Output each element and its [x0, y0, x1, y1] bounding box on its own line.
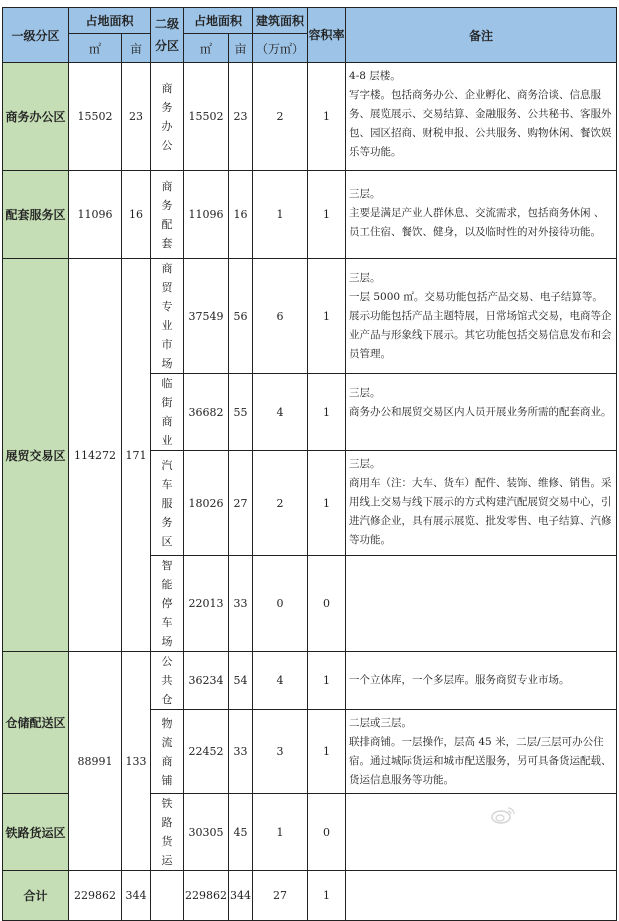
- zone-area-m2: 15502: [69, 63, 122, 171]
- note: [346, 794, 617, 871]
- note: 三层。 主要是满足产业人群休息、交流需求，包括商务休闲 、员工住宿、餐饮、健身，以及临时性的对外接待功能。: [346, 171, 617, 259]
- header-level2: 二级分区: [151, 8, 184, 63]
- sub-area-mu: 45: [229, 794, 253, 871]
- level2-zone: 商务配套: [151, 171, 184, 259]
- sub-area-mu: 23: [229, 63, 253, 171]
- far-value: 1: [308, 374, 346, 451]
- zone-area-m2: 88991: [69, 652, 122, 871]
- total-note-empty: [346, 871, 617, 921]
- sub-area-mu: 55: [229, 374, 253, 451]
- header-building-area: 建筑面积: [253, 8, 308, 34]
- far-value: 1: [308, 259, 346, 374]
- level2-zone: 公共仓: [151, 652, 184, 710]
- header-unit-mu-2: 亩: [229, 34, 253, 63]
- level2-zone: 商务办公: [151, 63, 184, 171]
- far-value: 1: [308, 171, 346, 259]
- sub-area-mu: 33: [229, 710, 253, 794]
- note: 二层或三层。 联排商铺。一层操作，层高 45 米，二层/三层可办公住宿。通过城际货运和城市配送服务，另可具备货运配载、货运信息服务等功能。: [346, 710, 617, 794]
- zone-area-mu: 133: [122, 652, 151, 871]
- table-row: [3, 259, 617, 374]
- building-area: 1: [253, 794, 308, 871]
- far-value: 1: [308, 451, 346, 556]
- sub-area-mu: 16: [229, 171, 253, 259]
- level2-zone: 汽车服务区: [151, 451, 184, 556]
- zone-area-m2: 114272: [69, 259, 122, 652]
- far-value: 1: [308, 652, 346, 710]
- total-level2-empty: [151, 871, 184, 921]
- table-row: [3, 63, 617, 171]
- level1-zone: 配套服务区: [3, 171, 69, 259]
- total-label: 合计: [3, 871, 69, 921]
- zone-area-m2: 11096: [69, 171, 122, 259]
- level1-zone: 商务办公区: [3, 63, 69, 171]
- far-value: 0: [308, 794, 346, 871]
- header-land-area-2: 占地面积: [184, 8, 253, 34]
- building-area: 4: [253, 652, 308, 710]
- total-sub-area-m2: 229862: [184, 871, 229, 921]
- sub-area-m2: 18026: [184, 451, 229, 556]
- building-area: 2: [253, 451, 308, 556]
- total-area-m2: 229862: [69, 871, 122, 921]
- building-area: 3: [253, 710, 308, 794]
- total-area-mu: 344: [122, 871, 151, 921]
- building-area: 1: [253, 171, 308, 259]
- level2-zone: 商贸专业市场: [151, 259, 184, 374]
- building-area: 0: [253, 556, 308, 652]
- note: 三层。 商务办公和展贸交易区内人员开展业务所需的配套商业。: [346, 374, 617, 451]
- level2-zone: 铁路货运: [151, 794, 184, 871]
- level2-zone: 临街商业: [151, 374, 184, 451]
- sub-area-m2: 36682: [184, 374, 229, 451]
- header-unit-wan-m2: （万㎡）: [253, 34, 308, 63]
- table-row: [3, 171, 617, 259]
- level2-zone: 智能停车场: [151, 556, 184, 652]
- header-land-area: 占地面积: [69, 8, 151, 34]
- level1-zone: 仓储配送区: [3, 652, 69, 794]
- far-value: 0: [308, 556, 346, 652]
- far-value: 1: [308, 63, 346, 171]
- header-level1: 一级分区: [3, 8, 69, 63]
- level1-zone: 铁路货运区: [3, 794, 69, 871]
- sub-area-m2: 30305: [184, 794, 229, 871]
- header-unit-m2-2: ㎡: [184, 34, 229, 63]
- note: 4-8 层楼。 写字楼。包括商务办公、企业孵化、商务洽谈、信息服务、展览展示、交易结算、金融服务、公共秘书、客服外包、园区招商、财税申报、公共服务、购物休闲、餐饮娱乐等功能。: [346, 63, 617, 171]
- table-row: [3, 652, 617, 710]
- building-area: 4: [253, 374, 308, 451]
- note: 三层。 商用车（注：大车、货车）配件、装饰、维修、销售。采用线上交易与线下展示的方式构建汽配展贸交易中心，引进汽修企业，具有展示展览、批发零售、电子结算、汽修等功能。: [346, 451, 617, 556]
- weibo-icon: [490, 806, 516, 824]
- land-use-table: [2, 7, 617, 921]
- sub-area-mu: 56: [229, 259, 253, 374]
- total-building-area: 27: [253, 871, 308, 921]
- note: 三层。 一层 5000 ㎡。交易功能包括产品交易、电子结算等。展示功能包括产品主题特展，日常场馆式交易，电商等企业产品与形象线下展示。其它功能包括交易信息发布和会员管理。: [346, 259, 617, 374]
- note: [346, 556, 617, 652]
- total-row: [3, 871, 617, 921]
- zone-area-mu: 171: [122, 259, 151, 652]
- header-far: 容积率: [308, 8, 346, 63]
- sub-area-m2: 37549: [184, 259, 229, 374]
- note: 一个立体库，一个多层库。服务商贸专业市场。: [346, 652, 617, 710]
- zone-area-mu: 16: [122, 171, 151, 259]
- building-area: 6: [253, 259, 308, 374]
- sub-area-m2: 11096: [184, 171, 229, 259]
- sub-area-m2: 36234: [184, 652, 229, 710]
- total-sub-area-mu: 344: [229, 871, 253, 921]
- sub-area-m2: 15502: [184, 63, 229, 171]
- level1-zone: 展贸交易区: [3, 259, 69, 652]
- zone-area-mu: 23: [122, 63, 151, 171]
- header-unit-mu: 亩: [122, 34, 151, 63]
- total-far: 1: [308, 871, 346, 921]
- sub-area-m2: 22013: [184, 556, 229, 652]
- sub-area-mu: 27: [229, 451, 253, 556]
- sub-area-mu: 33: [229, 556, 253, 652]
- far-value: 1: [308, 710, 346, 794]
- building-area: 2: [253, 63, 308, 171]
- sub-area-mu: 54: [229, 652, 253, 710]
- header-unit-m2: ㎡: [69, 34, 122, 63]
- level2-zone: 物流商铺: [151, 710, 184, 794]
- header-note: 备注: [346, 8, 617, 63]
- sub-area-m2: 22452: [184, 710, 229, 794]
